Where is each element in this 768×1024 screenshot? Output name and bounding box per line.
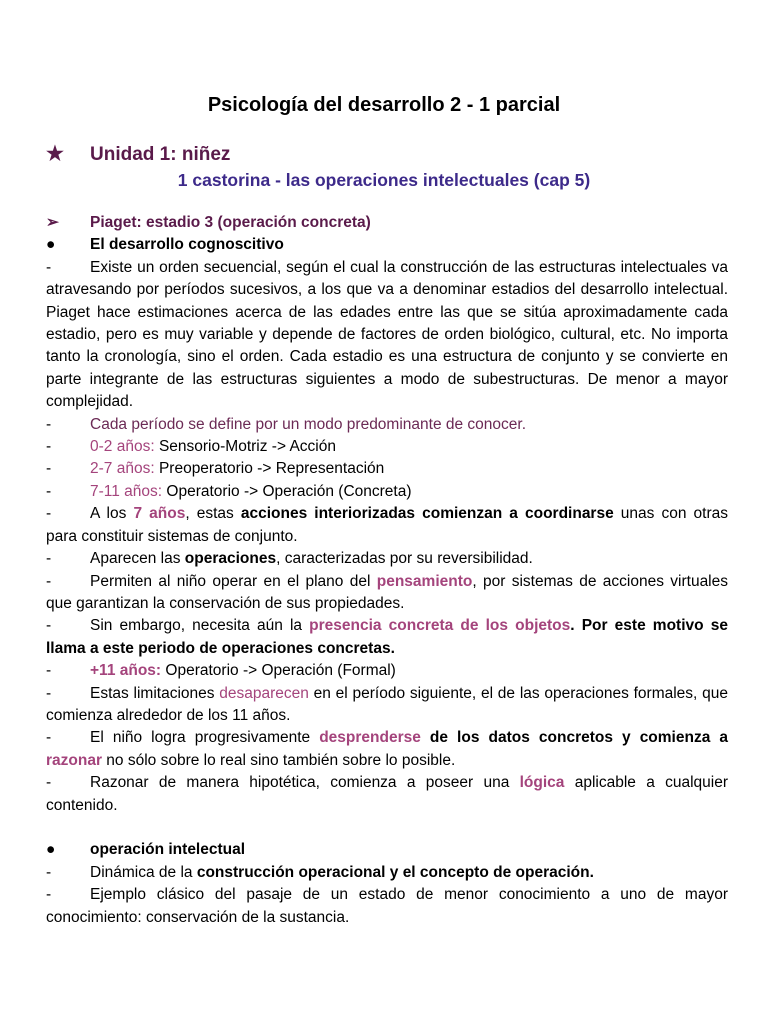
dash-marker: -: [46, 729, 52, 747]
page-title: Psicología del desarrollo 2 - 1 parcial: [207, 94, 561, 116]
section-label: Piaget: estadio 3 (operación concreta): [90, 214, 371, 231]
highlight-text: desprenderse: [319, 729, 421, 747]
dash-marker: -: [46, 460, 52, 478]
spacer: [46, 817, 728, 839]
paragraph-text: Cada período se define por un modo predominante de conocer.: [90, 415, 527, 433]
list-item: [46, 257, 728, 414]
list-item: [46, 436, 728, 458]
dash-marker: -: [46, 662, 52, 680]
dash-marker: -: [46, 482, 52, 500]
text-run: no sólo sobre lo real sino también sobre lo posible.: [102, 751, 456, 769]
list-item: [46, 615, 728, 660]
dash-marker: -: [46, 774, 52, 792]
text-run: Razonar de manera hipotética, comienza a poseer una: [90, 774, 520, 792]
stage-text: Preoperatorio -> Representación: [154, 460, 385, 478]
dash-marker: -: [46, 684, 52, 702]
text-run: aplicable a cualquier contenido.: [46, 774, 729, 814]
list-item: [46, 571, 728, 616]
text-run: en el período siguiente, el de las operaciones formales, que comienza alrededor de los 11 años.: [46, 684, 728, 724]
list-item: [46, 481, 728, 503]
dash-marker: -: [46, 572, 52, 590]
subheading-operacion: [46, 839, 728, 861]
highlight-text: pensamiento: [376, 572, 473, 590]
star-icon: ★: [46, 143, 64, 165]
stage-text: Operatorio -> Operación (Concreta): [162, 482, 412, 500]
dash-marker: -: [46, 505, 52, 523]
age-range: 2-7 años:: [90, 460, 155, 478]
subheading-label: El desarrollo cognoscitivo: [90, 236, 284, 254]
list-item: [46, 458, 728, 480]
text-run: Aparecen las: [90, 550, 185, 568]
unit-heading: [46, 141, 728, 168]
stage-text: Sensorio-Motriz -> Acción: [154, 438, 336, 456]
dash-marker: -: [46, 258, 52, 276]
highlight-text: desaparecen: [219, 684, 309, 702]
dash-marker: -: [46, 550, 52, 568]
stage-text: Operatorio -> Operación (Formal): [161, 662, 396, 680]
subheading-desarrollo: [46, 234, 728, 256]
paragraph-text: Ejemplo clásico del pasaje de un estado de menor conocimiento a uno de mayor conocimiento: conservación de la sustancia.: [46, 886, 728, 926]
dash-marker: -: [46, 438, 52, 456]
unit-label: Unidad 1: niñez: [90, 144, 231, 165]
list-item: [46, 660, 728, 682]
age-range: 7-11 años:: [90, 482, 163, 500]
text-run: Sin embargo, necesita aún la: [90, 617, 310, 635]
dash-marker: -: [46, 617, 52, 635]
bullet-icon: ●: [46, 236, 56, 254]
text-run: Estas limitaciones: [90, 684, 220, 702]
list-item: [46, 772, 728, 817]
subheading-label: operación intelectual: [90, 841, 246, 859]
highlight-text: presencia concreta de los objetos: [309, 617, 571, 635]
bold-text: . Por este motivo se llama a este periodo de operaciones concretas.: [46, 617, 728, 657]
bold-text: acciones interiorizadas comienzan a coordinarse: [240, 505, 614, 523]
highlight-text: 7 años: [133, 505, 186, 523]
list-item: [46, 727, 728, 772]
chapter-heading: 1 castorina - las operaciones intelectuales (cap 5): [177, 170, 591, 190]
list-item: [46, 548, 728, 570]
text-run: , por sistemas de acciones virtuales que garantizan la conservación de sus propiedades.: [46, 572, 728, 612]
age-range: +11 años:: [90, 662, 162, 680]
text-run: El niño logra progresivamente: [90, 729, 320, 747]
highlight-text: lógica: [519, 774, 565, 792]
dash-marker: -: [46, 886, 52, 904]
section-heading: [46, 212, 728, 234]
list-item: [46, 414, 728, 436]
text-run: , caracterizadas por su reversibilidad.: [276, 550, 533, 568]
bold-text: construcción operacional y el concepto de operación.: [196, 863, 594, 881]
paragraph-text: Existe un orden secuencial, según el cual la construcción de las estructuras intelectuales va atravesando por períodos sucesivos, a los que va a denominar estadios del desarrollo intelectual. Piaget hace estimaciones acerca de las edades entre las que se sitúa aproximadamente cada estadio, pero es muy variable y depende de factores de orden biológico, cultural, etc. No importa tanto la cronología, sino el orden. Cada estadio es una estructura de conjunto y se convierte en parte integrante de las estructuras siguientes a modo de subestructuras. De menor a mayor complejidad.: [46, 258, 728, 411]
text-run: , estas: [185, 505, 241, 523]
list-item: [46, 884, 728, 929]
list-item: [46, 862, 728, 884]
dash-marker: -: [46, 415, 52, 433]
list-item: [46, 683, 728, 728]
bold-text: operaciones: [184, 550, 277, 568]
document-body: [46, 212, 728, 929]
text-run: unas con otras para constituir sistemas de conjunto.: [46, 505, 728, 545]
list-item: [46, 503, 728, 548]
age-range: 0-2 años:: [90, 438, 155, 456]
text-run: Dinámica de la: [90, 863, 197, 881]
dash-marker: -: [46, 863, 52, 881]
bold-text: de los datos concretos y comienza a: [420, 729, 728, 747]
arrow-bullet-icon: ➢: [46, 214, 59, 231]
highlight-text: razonar: [46, 751, 102, 769]
text-run: A los: [90, 505, 134, 523]
text-run: Permiten al niño operar en el plano del: [90, 572, 377, 590]
bullet-icon: ●: [46, 841, 56, 859]
